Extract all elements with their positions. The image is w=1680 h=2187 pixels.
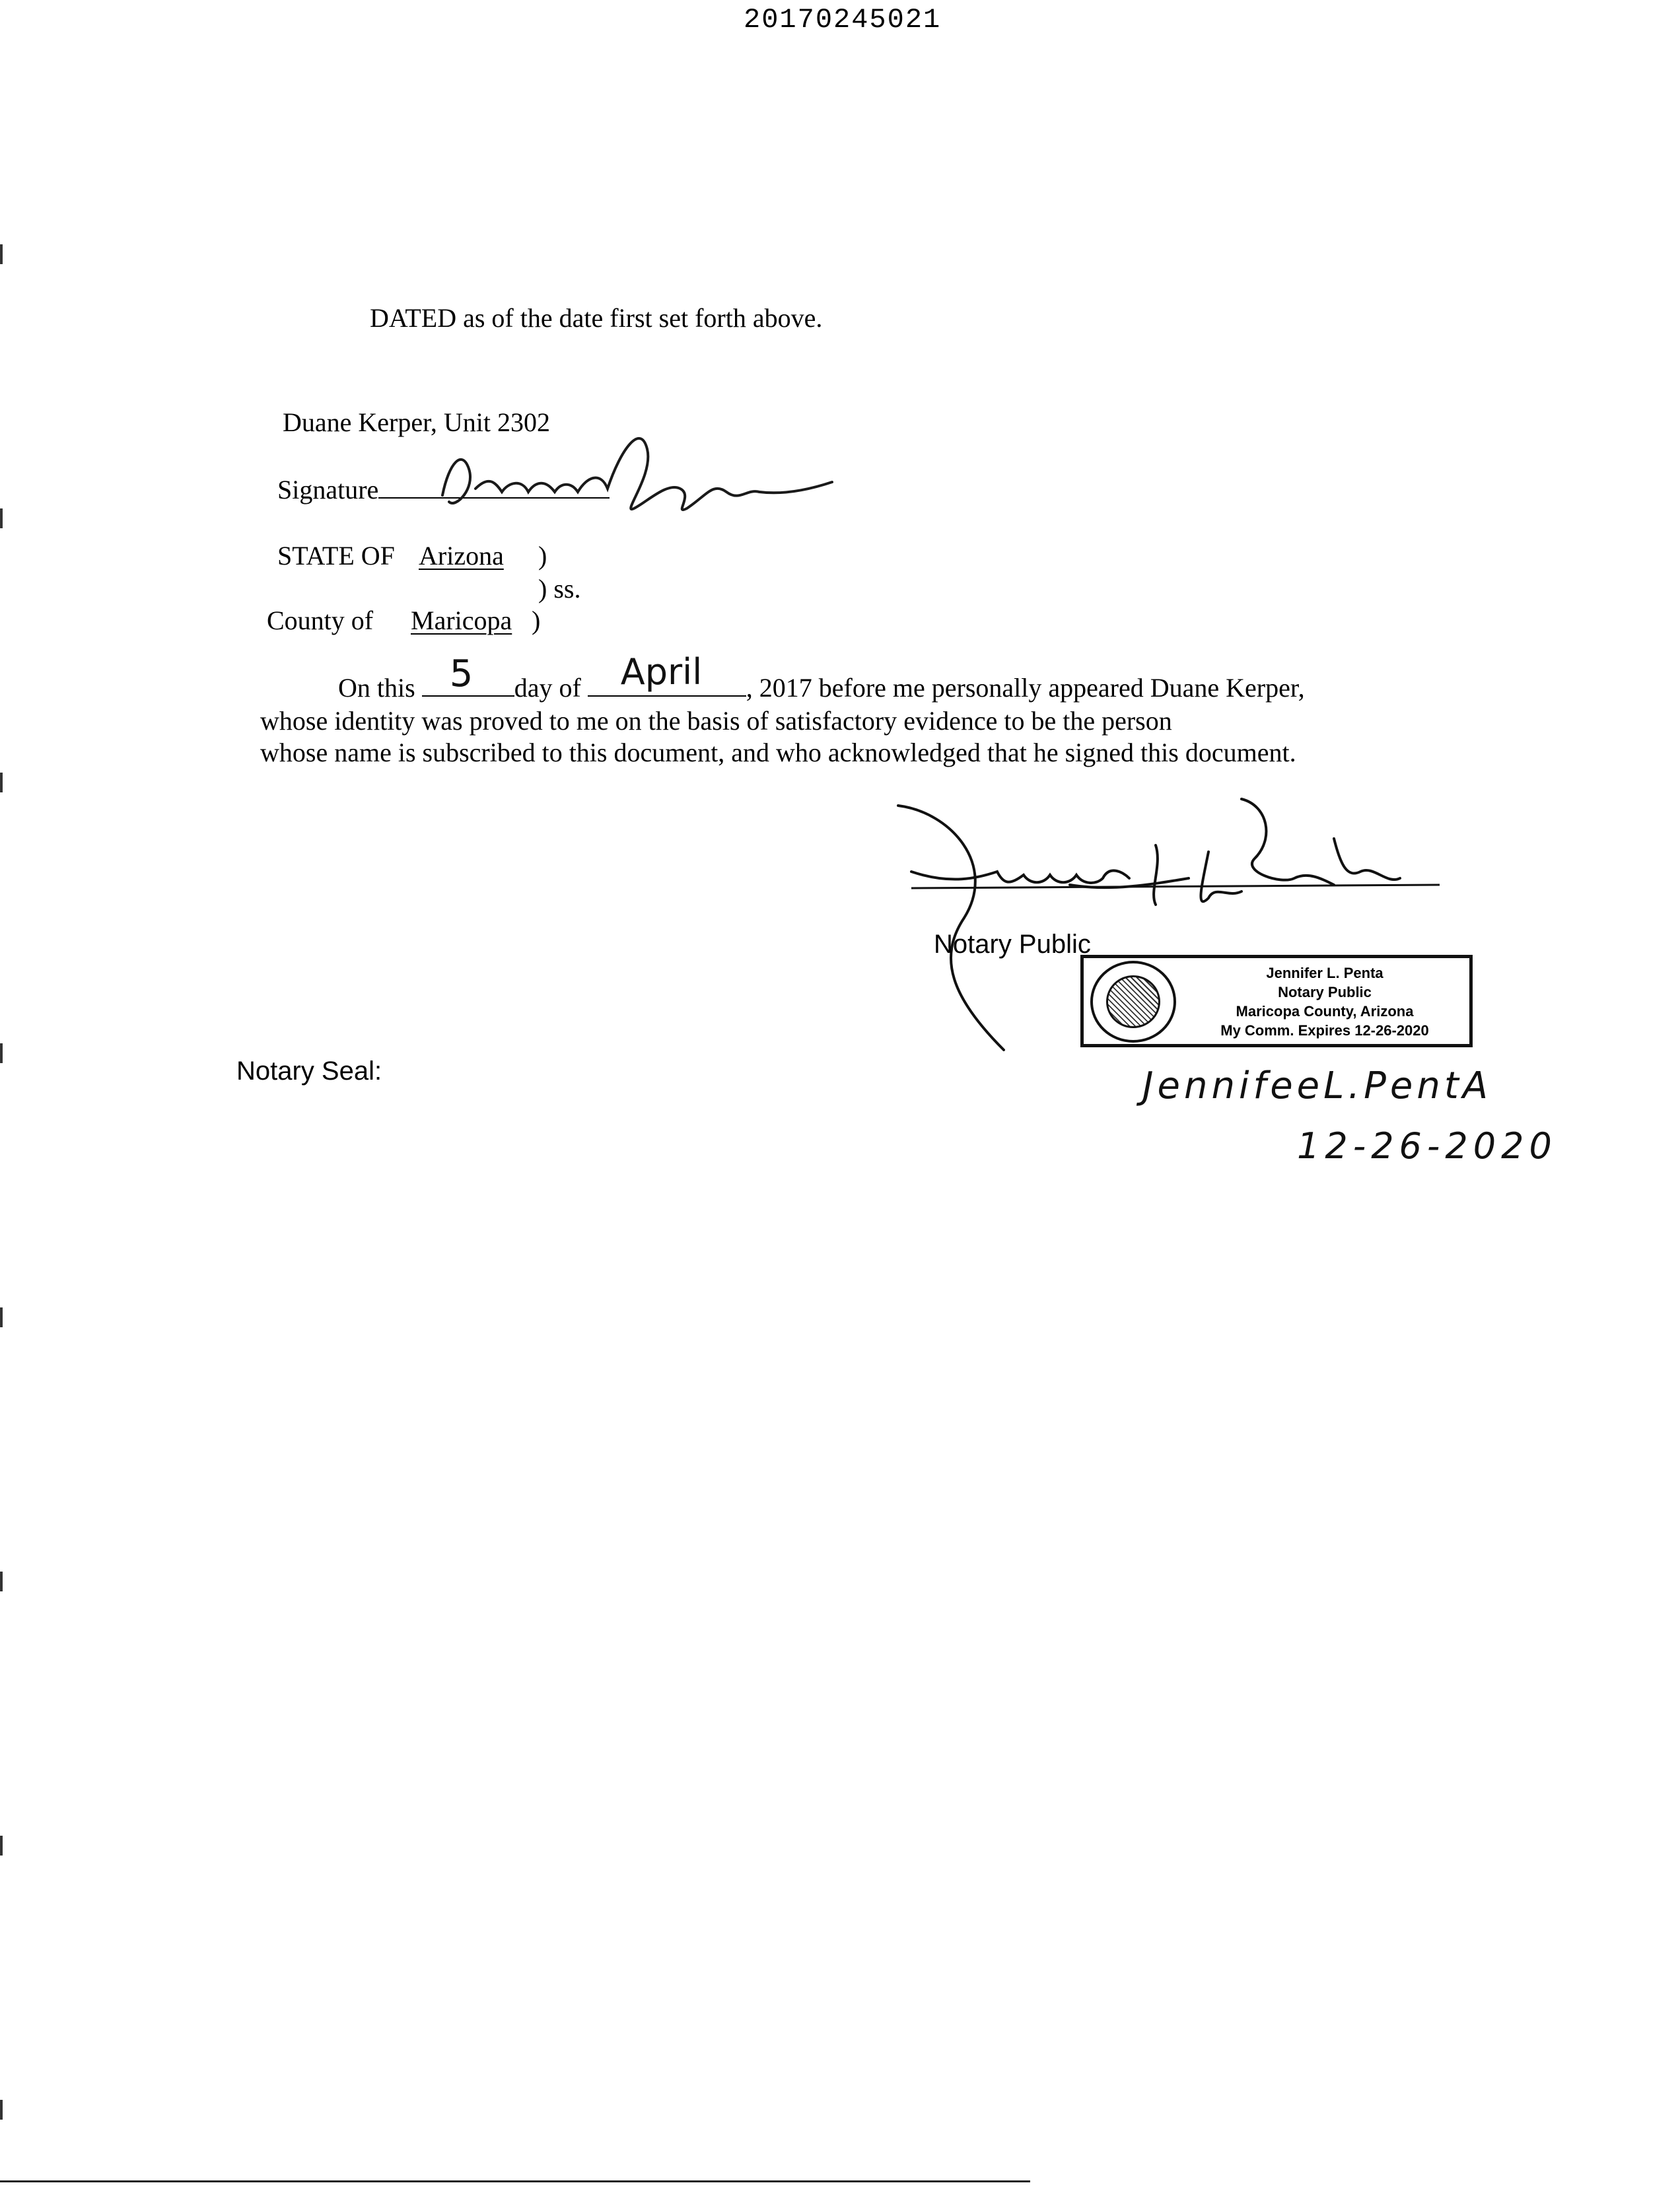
stamp-title: Notary Public [1278,984,1372,1000]
stamp-name: Jennifer L. Penta [1266,965,1383,981]
stamp-seal [1090,961,1176,1043]
ack-rest: , 2017 before me personally appeared Duane Kerper, [746,673,1305,703]
handwritten-date: 12-26-2020 [1297,1125,1557,1167]
dated-line: DATED as of the date first set forth above. [370,303,823,333]
ss-text: ) ss. [538,574,581,604]
scan-edge-mark [0,773,3,792]
scan-edge-mark [0,1836,3,1856]
stamp-county: Maricopa County, Arizona [1236,1003,1414,1020]
owner-line: Duane Kerper, Unit 2302 [283,407,550,437]
notary-public-label: Notary Public [934,930,1091,959]
state-paren: ) [538,541,547,571]
notary-seal-label: Notary Seal: [236,1057,382,1086]
notary-stamp [1080,955,1473,1047]
ack-day-value: 5 [449,652,473,695]
bottom-rule [0,2180,1030,2182]
ack-day-of: day of [514,673,581,703]
ack-line-1 [338,651,1305,703]
recording-number: 20170245021 [744,4,942,36]
signature-label-text: Signature [277,475,379,504]
county-label: County of [267,606,374,635]
stamp-expires: My Comm. Expires 12-26-2020 [1220,1022,1429,1039]
day-blank [422,652,514,697]
owner-signature [429,409,839,541]
scan-edge-mark [0,1307,3,1327]
county-value: Maricopa [411,606,512,635]
scan-edge-mark [0,508,3,528]
scan-edge-mark [0,244,3,264]
stamp-text [1183,963,1467,1040]
ack-line-2: whose identity was proved to me on the basis of satisfactory evidence to be the person [260,706,1172,736]
state-label: STATE OF [277,541,395,571]
ack-line-3: whose name is subscribed to this document, and who acknowledged that he signed this document. [260,738,1296,767]
handwritten-name: JennifeeL.PentA [1142,1064,1492,1107]
month-blank [588,651,746,697]
scan-edge-mark [0,2100,3,2120]
scan-edge-mark [0,1572,3,1591]
state-value: Arizona [419,541,504,571]
county-paren: ) [532,606,541,635]
stamp-seal-inner [1106,975,1160,1028]
scan-edge-mark [0,1043,3,1063]
ack-month-value: April [620,651,703,693]
ack-on-this: On this [338,673,415,703]
